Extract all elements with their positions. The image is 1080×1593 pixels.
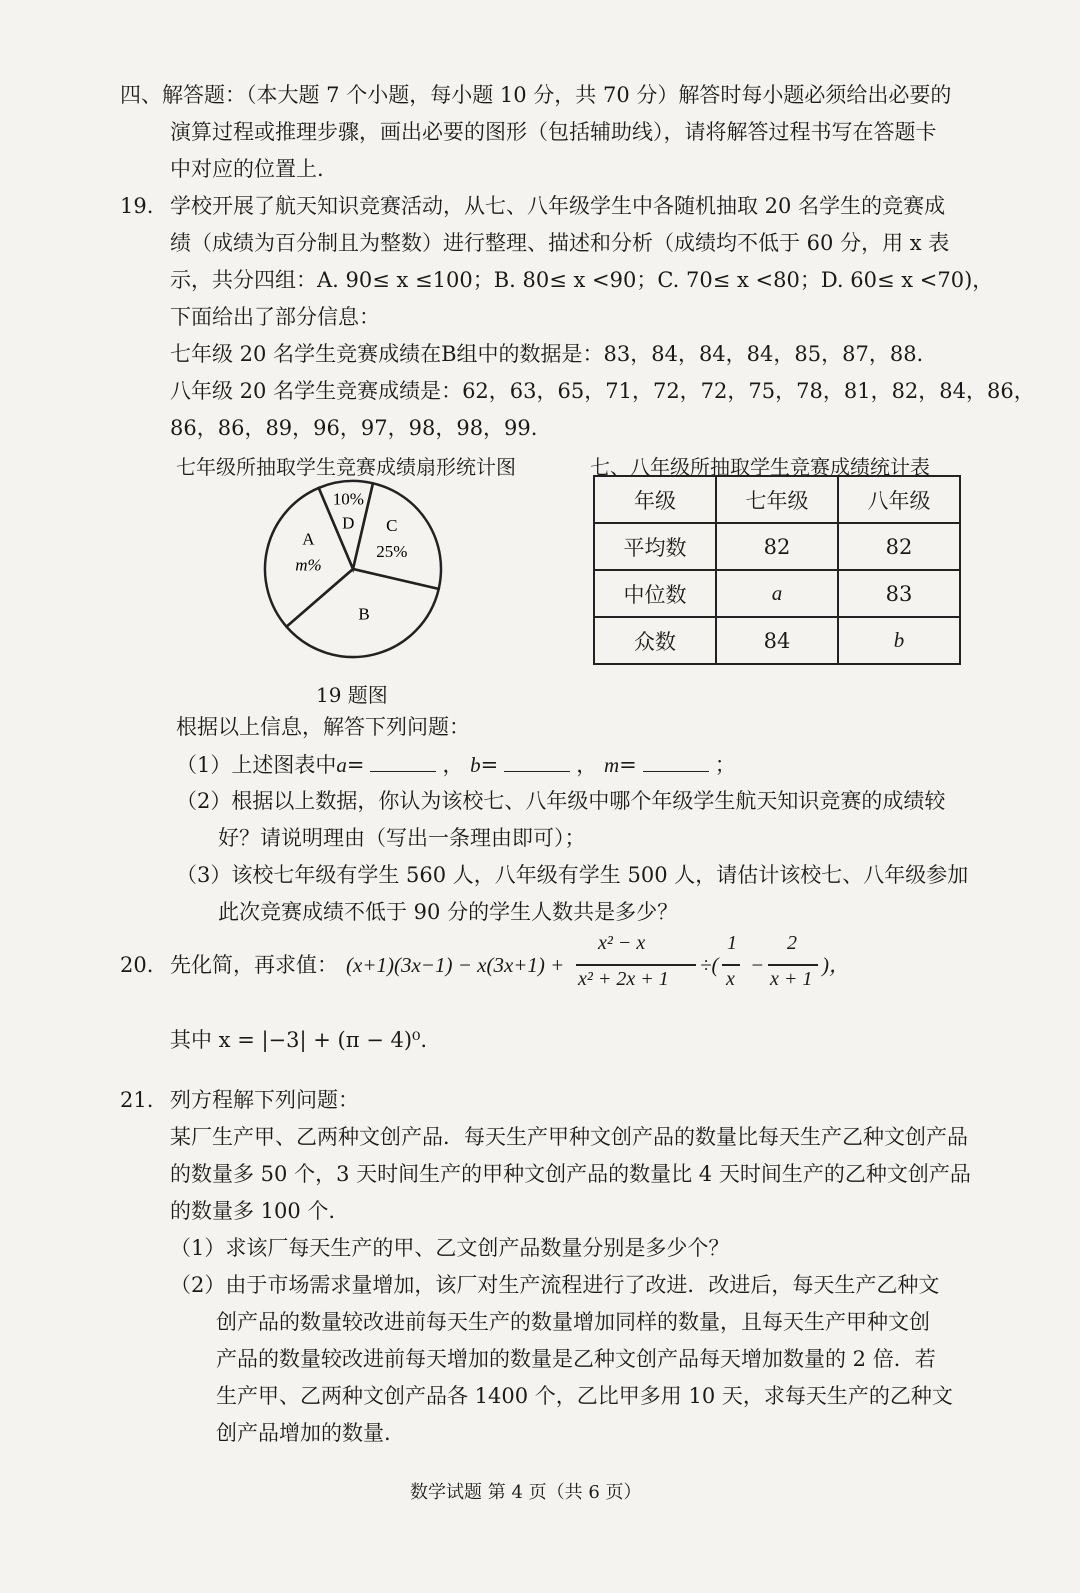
pie-value-A: m% (295, 555, 322, 575)
pie-label-D: D (342, 513, 355, 533)
table-header: 八年级 (838, 476, 960, 523)
q19-sub1: （1）上述图表中a= ， b= ， m= ； (176, 749, 736, 780)
q21-line2: 某厂生产甲、乙两种文创产品．每天生产甲种文创产品的数量比每天生产乙种文创产品 (170, 1125, 968, 1149)
pie-label-C: C (386, 515, 398, 535)
q21-line3: 的数量多 50 个，3 天时间生产的甲种文创产品的数量比 4 天时间生产的乙种文创产品 (170, 1162, 971, 1186)
q21-sub2-line3: 产品的数量较改进前每天增加的数量是乙种文创产品每天增加数量的 2 倍．若 (216, 1347, 936, 1371)
q21-sub2-line2: 创产品的数量较改进前每天生产的数量增加同样的数量，且每天生产甲种文创 (216, 1310, 930, 1334)
table-cell: 82 (838, 523, 960, 570)
q19-sub2-line1: （2）根据以上数据，你认为该校七、八年级中哪个年级学生航天知识竞赛的成绩较 (176, 789, 946, 813)
q19-after: 根据以上信息，解答下列问题： (176, 715, 470, 739)
q21-sub2-line5: 创产品增加的数量. (216, 1421, 391, 1445)
stats-table (593, 475, 961, 665)
q19-line5: 七年级 20 名学生竞赛成绩在B组中的数据是：83，84，84，84，85，87，88. (170, 342, 924, 366)
pie-chart-title: 七年级所抽取学生竞赛成绩扇形统计图 (176, 455, 516, 479)
q20-f2-den: x + 1 (770, 968, 813, 990)
answer-blank-b[interactable] (504, 749, 570, 772)
q19-sub3-line2: 此次竞赛成绩不低于 90 分的学生人数共是多少？ (218, 900, 679, 924)
table-row (594, 570, 960, 617)
page-footer: 数学试题 第 4 页（共 6 页） (410, 1482, 642, 1503)
q20-lead: 先化简，再求值： (170, 953, 338, 977)
pie-value-D: 10% (332, 489, 364, 509)
section-header-line3: 中对应的位置上. (170, 157, 324, 181)
pie-chart (258, 474, 448, 664)
fraction-bar (576, 964, 696, 966)
q20-f1-den: x (726, 968, 735, 990)
q21-sub2-line1: （2）由于市场需求量增加，该厂对生产流程进行了改进．改进后，每天生产乙种文 (170, 1273, 940, 1297)
stat-table-title: 七、八年级所抽取学生竞赛成绩统计表 (590, 455, 930, 479)
table-cell: 中位数 (594, 570, 716, 617)
section-header-line1: 四、解答题：（本大题 7 个小题，每小题 10 分，共 70 分）解答时每小题必须给出必要的 (120, 83, 952, 107)
q20-frac-denominator: x² + 2x + 1 (578, 968, 669, 990)
q19-sub3-line1: （3）该校七年级有学生 560 人，八年级有学生 500 人，请估计该校七、八年级参加 (176, 863, 969, 887)
q20-div: ÷( (700, 953, 719, 977)
table-row (594, 523, 960, 570)
q19-line7: 86，86，89，96，97，98，98，99. (170, 416, 538, 440)
table-cell: 82 (716, 523, 838, 570)
q20-number: 20. (120, 953, 154, 977)
q19-sub2-line2: 好？请说明理由（写出一条理由即可）； (218, 826, 586, 850)
q21-sub2-line4: 生产甲、乙两种文创产品各 1400 个，乙比甲多用 10 天，求每天生产的乙种文 (216, 1384, 953, 1408)
q19-line2: 绩（成绩为百分制且为整数）进行整理、描述和分析（成绩均不低于 60 分，用 x 表 (170, 231, 950, 255)
q20-frac-numerator: x² − x (598, 932, 646, 954)
table-cell: b (838, 617, 960, 664)
fraction-bar (722, 964, 740, 966)
q19-line3: 示，共分四组：A. 90≤ x ≤100；B. 80≤ x <90；C. 70≤ x <80；D. 60≤ x <70)， (170, 268, 994, 292)
section-header-line2: 演算过程或推理步骤，画出必要的图形（包括辅助线），请将解答过程书写在答题卡 (170, 120, 937, 144)
q21-line4: 的数量多 100 个. (170, 1199, 336, 1223)
q19-line4: 下面给出了部分信息： (170, 305, 380, 329)
q20-close: )， (822, 953, 850, 977)
q21-line1: 列方程解下列问题： (170, 1088, 359, 1112)
table-cell: 83 (838, 570, 960, 617)
table-cell: 84 (716, 617, 838, 664)
q20-expr1: (x+1)(3x−1) − x(3x+1) + (346, 953, 565, 977)
q20-minus: − (750, 953, 765, 977)
q20-where: 其中 x = |−3| + (π − 4)⁰. (170, 1028, 428, 1052)
answer-blank-m[interactable] (643, 749, 709, 772)
q19-line6: 八年级 20 名学生竞赛成绩是：62，63，65，71，72，72，75，78，81，82，84，86， (170, 379, 1035, 403)
fraction-bar (768, 964, 818, 966)
table-cell: 平均数 (594, 523, 716, 570)
q20-f2-num: 2 (787, 932, 797, 954)
q19-line1: 学校开展了航天知识竞赛活动，从七、八年级学生中各随机抽取 20 名学生的竞赛成 (170, 194, 946, 218)
answer-blank-a[interactable] (370, 749, 436, 772)
q21-sub1: （1）求该厂每天生产的甲、乙文创产品数量分别是多少个？ (170, 1236, 730, 1260)
table-header: 七年级 (716, 476, 838, 523)
table-row (594, 617, 960, 664)
table-cell: a (716, 570, 838, 617)
q20-f1-num: 1 (727, 932, 737, 954)
q21-number: 21. (120, 1088, 154, 1112)
table-header: 年级 (594, 476, 716, 523)
figure-caption: 19 题图 (316, 683, 388, 707)
pie-value-C: 25% (376, 541, 408, 561)
table-header-row (594, 476, 960, 523)
table-cell: 众数 (594, 617, 716, 664)
pie-label-A: A (302, 529, 315, 549)
pie-label-B: B (358, 604, 370, 624)
q19-number: 19. (120, 194, 154, 218)
